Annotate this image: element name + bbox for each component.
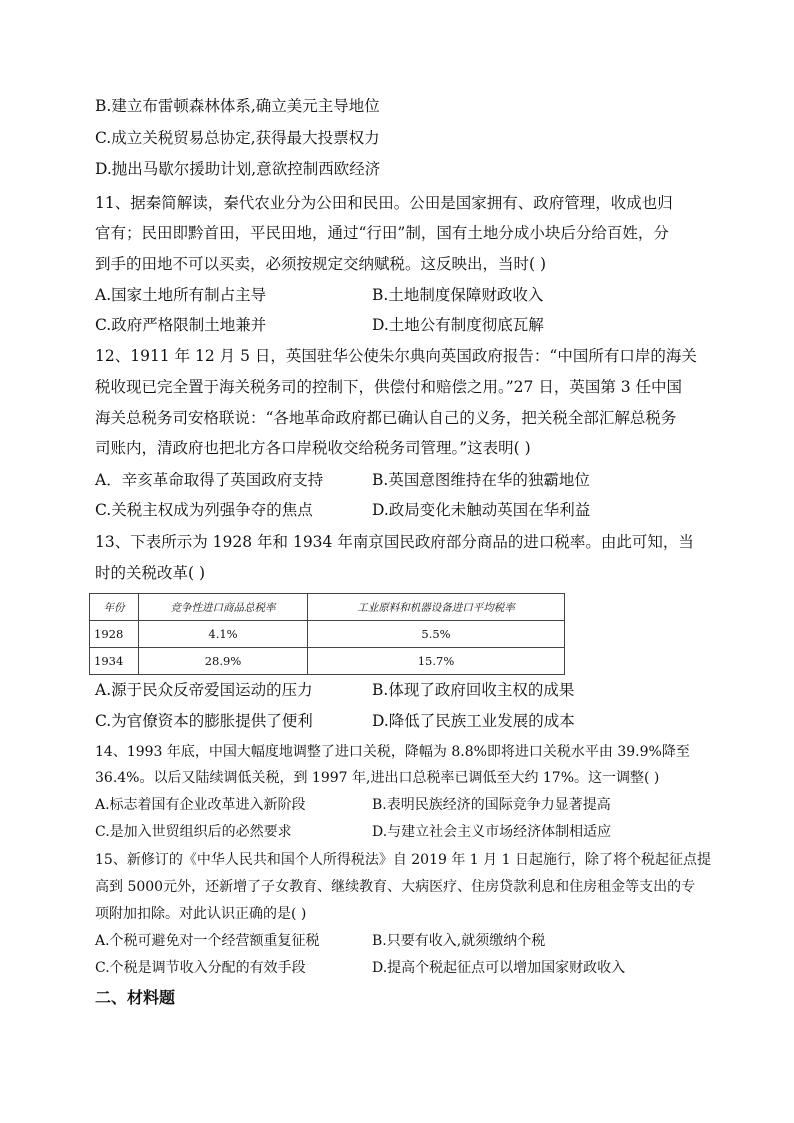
q13-option-c: C.为官僚资本的膨胀提供了便利 — [95, 712, 313, 730]
table-cell-competitive-rate: 4.1% — [139, 621, 308, 648]
q14-option-a: A.标志着国有企业改革进入新阶段 — [95, 797, 306, 813]
table-cell-year: 1934 — [90, 648, 139, 675]
q13-option-b: B.体现了政府回收主权的成果 — [372, 681, 575, 699]
q14-stem-line-2: 36.4%。以后又陆续调低关税，到 1997 年,进出口总税率已调低至大约 17%。这一调整( ) — [95, 770, 660, 786]
q12-option-a: A．辛亥革命取得了英国政府支持 — [95, 471, 324, 489]
q12-stem-line-1: 12、1911 年 12 月 5 日，英国驻华公使朱尔典向英国政府报告：“中国所有口岸的海关 — [95, 347, 697, 365]
q12-stem-line-4: 司账内，清政府也把北方各口岸税收交给税务司管理。”这表明( ) — [95, 439, 531, 457]
table-row — [90, 648, 565, 675]
q15-option-a: A.个税可避免对一个经营额重复征税 — [95, 933, 320, 949]
q14-option-c: C.是加入世贸组织后的必然要求 — [95, 824, 292, 840]
q12-option-b: B.英国意图维持在华的独霸地位 — [372, 471, 590, 489]
q10-option-d: D.抛出马歇尔援助计划,意欲控制西欧经济 — [95, 160, 381, 178]
q15-option-b: B.只要有收入,就须缴纳个税 — [372, 933, 546, 949]
table-cell-industrial-rate: 15.7% — [308, 648, 565, 675]
q10-option-b: B.建立布雷顿森林体系,确立美元主导地位 — [95, 97, 380, 115]
q11-option-c: C.政府严格限制土地兼并 — [95, 316, 267, 334]
table-header-row — [90, 594, 565, 621]
table-cell-year: 1928 — [90, 621, 139, 648]
q12-stem-line-3: 海关总税务司安格联说：“各地革命政府都已确认自己的义务，把关税全部汇解总税务 — [95, 409, 677, 427]
q11-option-b: B.土地制度保障财政收入 — [372, 286, 544, 304]
table-cell-competitive-rate: 28.9% — [139, 648, 308, 675]
q13-stem-line-1: 13、下表所示为 1928 年和 1934 年南京国民政府部分商品的进口税率。由此可知，当 — [95, 533, 694, 551]
q13-option-d: D.降低了民族工业发展的成本 — [372, 712, 575, 730]
q10-option-c: C.成立关税贸易总协定,获得最大投票权力 — [95, 129, 380, 147]
tax-rate-table — [89, 593, 565, 675]
q15-stem-line-3: 项附加扣除。对此认识正确的是( ) — [95, 906, 307, 922]
table-cell-industrial-rate: 5.5% — [308, 621, 565, 648]
table-header-competitive-rate: 竞争性进口商品总税率 — [139, 594, 308, 621]
q12-option-c: C.关税主权成为列强争夺的焦点 — [95, 501, 313, 519]
table-row — [90, 621, 565, 648]
q13-stem-line-2: 时的关税改革( ) — [95, 564, 206, 582]
q11-option-d: D.土地公有制度彻底瓦解 — [372, 316, 544, 334]
q12-option-d: D.政局变化未触动英国在华利益 — [372, 501, 591, 519]
q15-option-c: C.个税是调节收入分配的有效手段 — [95, 960, 306, 976]
q15-stem-line-2: 高到 5000元外，还新增了子女教育、继续教育、大病医疗、住房贷款利息和住房租金等支出的专 — [95, 879, 696, 895]
q11-option-a: A.国家土地所有制占主导 — [95, 286, 267, 304]
q13-option-a: A.源于民众反帝爱国运动的压力 — [95, 681, 313, 699]
section-title: 二、材料题 — [95, 988, 176, 1007]
q15-option-d: D.提高个税起征点可以增加国家财政收入 — [372, 960, 626, 976]
q14-option-d: D.与建立社会主义市场经济体制相适应 — [372, 824, 612, 840]
q15-stem-line-1: 15、新修订的《中华人民共和国个人所得税法》自 2019 年 1 月 1 日起施行，除了将个税起征点提 — [95, 852, 711, 868]
table-header-industrial-rate: 工业原料和机器设备进口平均税率 — [308, 594, 565, 621]
q11-stem-line-3: 到手的田地不可以买卖，必须按规定交纳赋税。这反映出，当时( ) — [95, 255, 547, 273]
q11-stem-line-2: 官有；民田即黔首田，平民田地，通过“行田”制，国有土地分成小块后分给百姓，分 — [95, 224, 669, 242]
q12-stem-line-2: 税收现已完全置于海关税务司的控制下，供偿付和赔偿之用。”27 日，英国第 3 任中国 — [95, 378, 683, 396]
q11-stem-line-1: 11、据秦简解读，秦代农业分为公田和民田。公田是国家拥有、政府管理，收成也归 — [95, 194, 673, 212]
q14-stem-line-1: 14、1993 年底，中国大幅度地调整了进口关税，降幅为 8.8%即将进口关税水平由 39.9%降至 — [95, 744, 690, 760]
table-header-year: 年份 — [90, 594, 139, 621]
q14-option-b: B.表明民族经济的国际竞争力显著提高 — [372, 797, 611, 813]
